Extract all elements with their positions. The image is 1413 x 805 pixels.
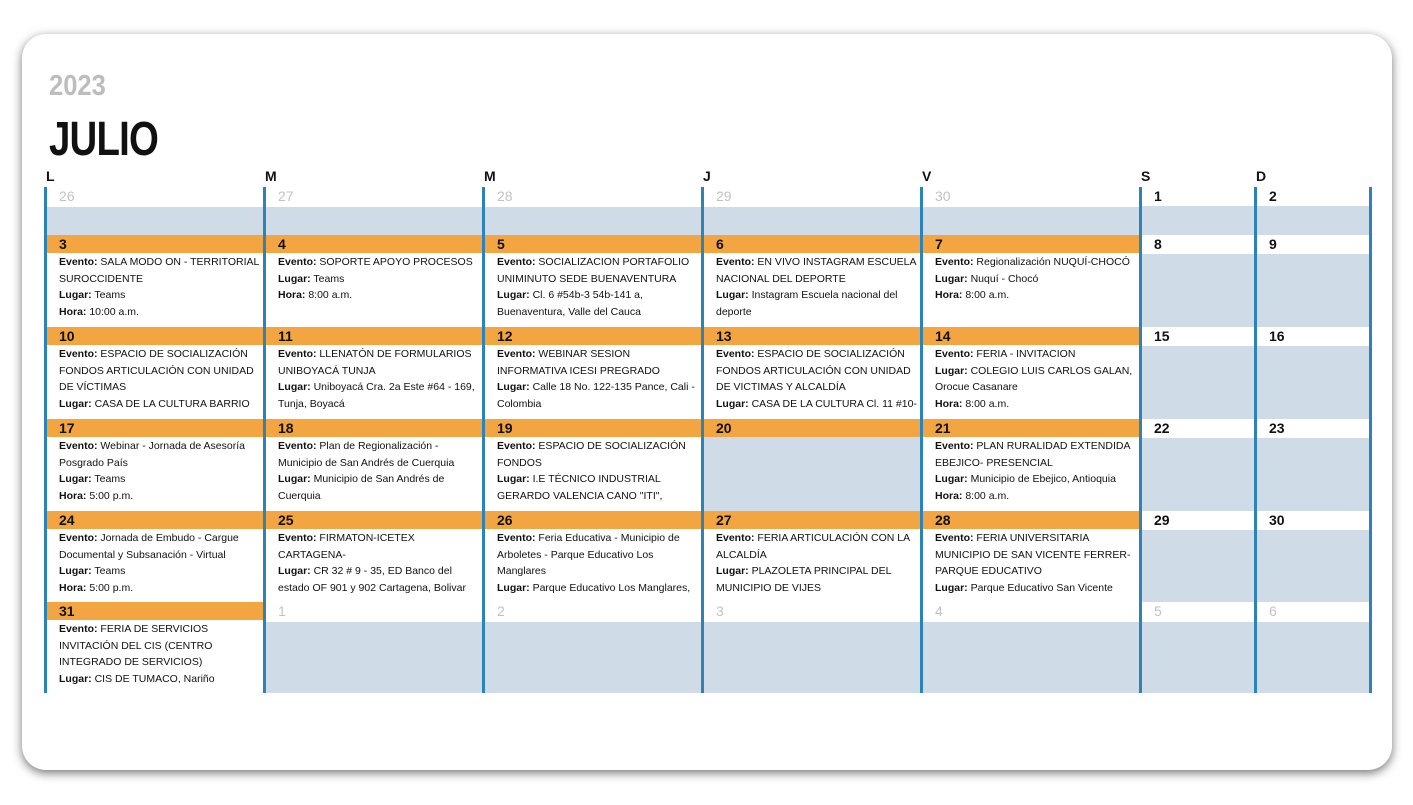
event-title-label: Evento:	[935, 256, 974, 268]
event-details[interactable]	[278, 254, 480, 324]
weekend-cell	[1257, 254, 1369, 327]
event-title	[716, 254, 918, 287]
day-number: 5	[1154, 603, 1162, 619]
event-location	[278, 471, 480, 504]
weekend-cell	[1142, 206, 1254, 235]
prev-month-band	[266, 207, 482, 235]
event-title	[278, 254, 480, 271]
event-title-value: ESPACIO DE SOCIALIZACIÓN FONDOS	[497, 440, 686, 469]
event-time-value: 8:00 a.m.	[962, 398, 1010, 411]
day-header-band	[923, 511, 1139, 529]
weekend-cell	[1257, 206, 1369, 235]
event-time-label: Hora:	[935, 398, 963, 411]
event-title	[716, 346, 918, 396]
event-time	[59, 304, 261, 321]
event-location-value: Parque Educativo San Vicente	[970, 582, 1113, 595]
column-divider	[1369, 187, 1372, 693]
event-details[interactable]	[278, 438, 480, 508]
day-number: 12	[497, 328, 513, 344]
event-location-label: Lugar:	[278, 272, 311, 285]
event-title-value: Plan de Regionalización - Municipio de San Andrés de Cuerquia	[278, 440, 455, 469]
weekend-cell	[1142, 530, 1254, 602]
event-title	[59, 346, 261, 396]
event-location	[935, 471, 1137, 488]
event-time-value	[305, 507, 352, 508]
event-time-value: 5:00 p.m.	[86, 582, 134, 595]
event-time	[278, 287, 480, 304]
event-location-label: Lugar:	[935, 272, 968, 285]
event-location-value: Parque Educativo Los Manglares,	[532, 582, 691, 595]
event-title-value: Jornada de Embudo - Cargue Documental y Subsanación - Virtual	[59, 532, 239, 561]
event-title-value: Webinar - Jornada de Asesoría Posgrado País	[59, 440, 245, 469]
event-title-label: Evento:	[497, 532, 536, 544]
event-title-label: Evento:	[935, 532, 974, 544]
event-location-value: Municipio de Ebejico, Antioquia	[967, 473, 1116, 486]
event-location-label: Lugar:	[497, 381, 530, 394]
day-header-band	[923, 327, 1139, 345]
event-location-value: COLEGIO LUIS CARLOS GALAN, Orocue Casanare	[935, 364, 1133, 394]
event-title-label: Evento:	[278, 440, 317, 452]
day-number: 19	[497, 420, 513, 436]
event-location-value: Teams	[91, 473, 126, 486]
event-title-value: EN VIVO INSTAGRAM ESCUELA NACIONAL DEL DEPORTE	[716, 256, 916, 285]
event-time	[497, 413, 699, 416]
event-title-label: Evento:	[59, 348, 98, 360]
event-location-value: Teams	[91, 565, 126, 578]
column-divider	[44, 187, 47, 693]
day-number: 29	[1154, 512, 1170, 528]
event-details[interactable]	[935, 254, 1137, 324]
event-location-value: Municipio de San Andrés de Cuerquia	[278, 473, 445, 503]
event-title-label: Evento:	[278, 256, 317, 268]
event-time	[935, 488, 1137, 505]
event-time	[935, 287, 1137, 304]
event-title-label: Evento:	[59, 440, 98, 452]
empty-cell	[704, 437, 920, 511]
event-title-value: FERIA ARTICULACIÓN CON LA ALCALDÍA	[716, 532, 910, 561]
event-location-label: Lugar:	[59, 565, 92, 578]
event-title-value: SOCIALIZACION PORTAFOLIO UNIMINUTO SEDE BUENAVENTURA	[497, 256, 690, 285]
event-location	[59, 563, 261, 580]
column-divider	[1254, 187, 1257, 693]
event-title	[935, 254, 1137, 271]
event-time-value: 10:00 a.m.	[86, 306, 139, 319]
day-number: 18	[278, 420, 294, 436]
event-location	[278, 563, 480, 596]
event-location-label: Lugar:	[935, 473, 968, 486]
weekday-header: D	[1256, 168, 1267, 184]
event-time-label: Hora:	[59, 306, 87, 319]
event-title	[278, 346, 480, 379]
day-number: 31	[59, 603, 75, 619]
event-title-value: Feria Educativa - Municipio de Arboletes - Parque Educativo Los Manglares	[497, 532, 680, 578]
event-time	[278, 505, 480, 508]
event-time	[716, 321, 918, 324]
day-number: 4	[935, 603, 943, 619]
event-details[interactable]	[497, 346, 699, 416]
day-header-band	[923, 235, 1139, 253]
event-location-label: Lugar:	[278, 473, 311, 486]
weekend-cell	[1142, 346, 1254, 419]
event-time-label: Hora:	[935, 490, 963, 503]
day-number: 28	[935, 512, 951, 528]
event-time-label	[716, 323, 743, 324]
event-title	[59, 438, 261, 471]
day-number: 25	[278, 512, 294, 528]
event-title	[278, 438, 480, 471]
event-location	[497, 580, 699, 599]
event-title-value: FERIA DE SERVICIOS INVITACIÓN DEL CIS (CENTRO INTEGRADO DE SERVICIOS)	[59, 623, 213, 669]
event-details[interactable]	[716, 346, 918, 416]
event-details[interactable]	[716, 254, 918, 324]
column-divider	[1139, 187, 1142, 693]
event-title-label: Evento:	[716, 532, 755, 544]
day-number: 14	[935, 328, 951, 344]
event-title-value: SALA MODO ON - TERRITORIAL SUROCCIDENTE	[59, 256, 259, 285]
event-location-value: I.E TÉCNICO INDUSTRIAL GERARDO VALENCIA CANO "ITI",	[497, 473, 663, 503]
day-number: 11	[278, 328, 293, 344]
day-number: 26	[59, 188, 75, 204]
event-location-value: Instagram Escuela nacional del deporte	[716, 289, 898, 319]
prev-month-band	[47, 207, 263, 235]
event-time-label	[278, 415, 305, 416]
day-header-band	[704, 235, 920, 253]
event-location	[497, 471, 699, 508]
day-header-band	[485, 511, 701, 529]
day-header-band	[704, 327, 920, 345]
event-details[interactable]	[59, 346, 261, 416]
event-location-value: Calle 18 No. 122-135 Pance, Cali - Colombia	[497, 381, 695, 411]
day-header-band	[485, 327, 701, 345]
event-title-label: Evento:	[497, 348, 536, 360]
event-location-value: Uniboyacá Cra. 2a Este #64 - 169, Tunja, Boyacá	[278, 381, 475, 411]
column-divider	[701, 187, 704, 693]
event-title-value: FERIA - INVITACION	[973, 348, 1076, 360]
event-location-label: Lugar:	[497, 289, 530, 302]
day-number: 1	[278, 603, 286, 619]
weekday-header: J	[703, 168, 711, 184]
event-time-value	[524, 415, 571, 416]
event-title	[497, 438, 699, 471]
day-header-band	[485, 235, 701, 253]
weekend-cell	[1142, 254, 1254, 327]
event-details[interactable]	[716, 530, 918, 599]
event-details[interactable]	[59, 530, 261, 599]
event-title-value: SOPORTE APOYO PROCESOS	[316, 256, 473, 268]
event-title-label: Evento:	[59, 532, 98, 544]
event-location	[59, 471, 261, 488]
event-details[interactable]	[935, 346, 1137, 416]
event-details[interactable]	[59, 438, 261, 508]
weekend-cell	[1257, 530, 1369, 602]
event-details[interactable]	[278, 346, 480, 416]
day-header-band	[47, 602, 263, 620]
event-location-value: Teams	[310, 272, 345, 285]
event-title	[716, 530, 918, 563]
event-details[interactable]	[497, 254, 699, 324]
weekday-header: M	[484, 168, 496, 184]
day-number: 6	[716, 236, 724, 252]
event-location	[716, 287, 918, 320]
event-location-value: Nuquí - Chocó	[967, 272, 1039, 285]
event-location	[935, 271, 1137, 288]
event-title-value: ESPACIO DE SOCIALIZACIÓN FONDOS ARTICULACIÓN CON UNIDAD DE VÍCTIMAS	[59, 348, 254, 394]
event-location	[716, 563, 918, 596]
event-location	[935, 363, 1137, 396]
event-details[interactable]	[497, 530, 699, 599]
day-header-band	[485, 419, 701, 437]
weekday-header: M	[265, 168, 277, 184]
event-location-label: Lugar:	[716, 289, 749, 302]
day-header-band	[266, 419, 482, 437]
event-details[interactable]	[935, 530, 1137, 599]
event-location-value: Cl. 6 #54b-3 54b-141 a, Buenaventura, Valle del Cauca	[497, 289, 643, 319]
event-time	[497, 321, 699, 324]
column-divider	[263, 187, 266, 693]
event-time	[278, 597, 480, 599]
event-title-label: Evento:	[278, 348, 317, 360]
event-location-label: Lugar:	[497, 473, 530, 486]
event-location-label: Lugar:	[59, 398, 92, 411]
event-title	[59, 254, 261, 287]
empty-cell	[266, 622, 482, 693]
column-divider	[482, 187, 485, 693]
event-time	[59, 488, 261, 505]
event-title	[59, 530, 261, 563]
day-number: 27	[716, 512, 732, 528]
empty-cell	[1142, 622, 1254, 693]
day-number: 1	[1154, 188, 1162, 204]
event-title-value: FIRMATON-ICETEX CARTAGENA-	[278, 532, 415, 561]
prev-month-band	[704, 207, 920, 235]
day-header-band	[266, 327, 482, 345]
event-title-label: Evento:	[278, 532, 317, 544]
event-title-value: PLAN RURALIDAD EXTENDIDA EBEJICO- PRESENCIAL	[935, 440, 1130, 469]
day-number: 29	[716, 188, 732, 204]
event-title-label: Evento:	[497, 256, 536, 268]
day-number: 10	[59, 328, 75, 344]
day-number: 16	[1269, 328, 1285, 344]
event-location-value: CIS DE TUMACO, Nariño	[91, 673, 215, 686]
event-time-label: Hora:	[59, 490, 87, 503]
weekend-cell	[1257, 438, 1369, 511]
event-details[interactable]	[59, 254, 261, 324]
empty-cell	[704, 622, 920, 693]
day-header-band	[47, 419, 263, 437]
day-header-band	[266, 235, 482, 253]
day-number: 8	[1154, 236, 1162, 252]
event-location	[59, 396, 261, 416]
event-details[interactable]	[278, 530, 480, 599]
day-header-band	[923, 419, 1139, 437]
event-title-value: Regionalización NUQUÍ-CHOCÓ	[973, 256, 1130, 268]
empty-cell	[485, 622, 701, 693]
event-title-value: ESPACIO DE SOCIALIZACIÓN FONDOS ARTICULACIÓN CON UNIDAD DE VICTIMAS Y ALCALDÍA	[716, 348, 911, 394]
column-divider	[920, 187, 923, 693]
day-number: 6	[1269, 603, 1277, 619]
event-location-label: Lugar:	[59, 673, 92, 686]
day-header-band	[47, 235, 263, 253]
event-time-label	[497, 323, 524, 324]
event-title	[497, 346, 699, 379]
day-number: 2	[1269, 188, 1277, 204]
event-location	[59, 671, 261, 688]
day-number: 3	[716, 603, 724, 619]
event-time-value	[743, 323, 790, 324]
event-title-label: Evento:	[497, 440, 536, 452]
event-time-label: Hora:	[935, 289, 963, 302]
event-location-label: Lugar:	[278, 565, 311, 578]
event-location	[935, 580, 1137, 599]
event-time-value: 8:00 a.m.	[305, 289, 353, 302]
day-header-band	[47, 327, 263, 345]
event-time-value	[524, 323, 571, 324]
event-time	[59, 688, 261, 690]
event-time-label: Hora:	[59, 582, 87, 595]
weekday-header: V	[922, 168, 932, 184]
event-details[interactable]	[59, 621, 261, 690]
event-location	[497, 287, 699, 320]
event-time-value: 5:00 p.m.	[86, 490, 134, 503]
event-location	[716, 396, 918, 416]
event-time	[935, 396, 1137, 413]
event-time	[59, 580, 261, 597]
event-location	[278, 271, 480, 288]
event-title-label: Evento:	[59, 623, 98, 635]
day-number: 30	[935, 188, 951, 204]
event-location-value: CASA DE LA CULTURA BARRIO	[94, 398, 250, 411]
event-title	[935, 438, 1137, 471]
event-time-value	[305, 415, 352, 416]
event-title-label: Evento:	[716, 348, 755, 360]
event-title-value: LLENATÓN DE FORMULARIOS UNIBOYACÁ TUNJA	[278, 348, 472, 377]
event-title-label: Evento:	[935, 348, 974, 360]
event-location-value: CASA DE LA CULTURA Cl. 11 #10-	[751, 398, 917, 411]
event-time-label	[497, 415, 524, 416]
day-number: 9	[1269, 236, 1277, 252]
event-title-label: Evento:	[716, 256, 755, 268]
event-title	[935, 530, 1137, 580]
event-time-value: 8:00 a.m.	[962, 490, 1010, 503]
day-number: 4	[278, 236, 286, 252]
event-location-label: Lugar:	[716, 565, 749, 578]
day-number: 30	[1269, 512, 1285, 528]
event-title	[935, 346, 1137, 363]
event-title-value: WEBINAR SESION INFORMATIVA ICESI PREGRADO	[497, 348, 660, 377]
event-location	[59, 287, 261, 304]
event-time	[716, 597, 918, 599]
empty-cell	[923, 622, 1139, 693]
empty-cell	[1257, 622, 1369, 693]
day-number: 5	[497, 236, 505, 252]
day-number: 22	[1154, 420, 1170, 436]
event-time	[278, 413, 480, 416]
day-number: 7	[935, 236, 943, 252]
event-location-label: Lugar:	[497, 582, 530, 595]
day-number: 21	[935, 420, 951, 436]
event-time-label: Hora:	[278, 289, 306, 302]
event-title-value: FERIA UNIVERSITARIA MUNICIPIO DE SAN VICENTE FERRER-PARQUE EDUCATIVO	[935, 532, 1131, 578]
day-header-band	[47, 511, 263, 529]
event-title-label: Evento:	[935, 440, 974, 452]
event-title-label: Evento:	[59, 256, 98, 268]
day-number: 13	[716, 328, 732, 344]
event-location-label: Lugar:	[59, 473, 92, 486]
day-header-band	[266, 511, 482, 529]
event-location-value: Teams	[91, 289, 126, 302]
weekend-cell	[1257, 346, 1369, 419]
day-number: 23	[1269, 420, 1285, 436]
day-number: 24	[59, 512, 75, 528]
event-location-label: Lugar:	[278, 381, 311, 394]
day-number: 20	[716, 420, 732, 436]
event-location-value: PLAZOLETA PRINCIPAL DEL MUNICIPIO DE VIJES	[716, 565, 892, 595]
prev-month-band	[923, 207, 1139, 235]
day-number: 2	[497, 603, 505, 619]
day-number: 28	[497, 188, 513, 204]
day-number: 3	[59, 236, 67, 252]
event-title	[59, 621, 261, 671]
prev-month-band	[485, 207, 701, 235]
day-header-band	[704, 511, 920, 529]
event-time-label	[278, 507, 305, 508]
weekend-cell	[1142, 438, 1254, 511]
event-location-label: Lugar:	[935, 582, 968, 595]
event-title	[497, 530, 699, 580]
event-details[interactable]	[935, 438, 1137, 508]
event-title	[278, 530, 480, 563]
event-location-value: CR 32 # 9 - 35, ED Banco del estado OF 901 y 902 Cartagena, Bolivar	[278, 565, 466, 595]
weekday-header: L	[46, 168, 55, 184]
event-title	[497, 254, 699, 287]
event-location	[278, 379, 480, 412]
day-number: 27	[278, 188, 294, 204]
event-location-label: Lugar:	[59, 289, 92, 302]
day-number: 26	[497, 512, 513, 528]
event-location-label: Lugar:	[935, 364, 968, 377]
event-time-value: 8:00 a.m.	[962, 289, 1010, 302]
day-number: 17	[59, 420, 75, 436]
day-number: 15	[1154, 328, 1170, 344]
year-label: 2023	[49, 70, 106, 102]
event-details[interactable]	[497, 438, 699, 508]
day-header-band	[704, 419, 920, 437]
event-location-label: Lugar:	[716, 398, 749, 411]
month-title: JULIO	[49, 113, 159, 166]
event-location	[497, 379, 699, 412]
weekday-header: S	[1141, 168, 1151, 184]
